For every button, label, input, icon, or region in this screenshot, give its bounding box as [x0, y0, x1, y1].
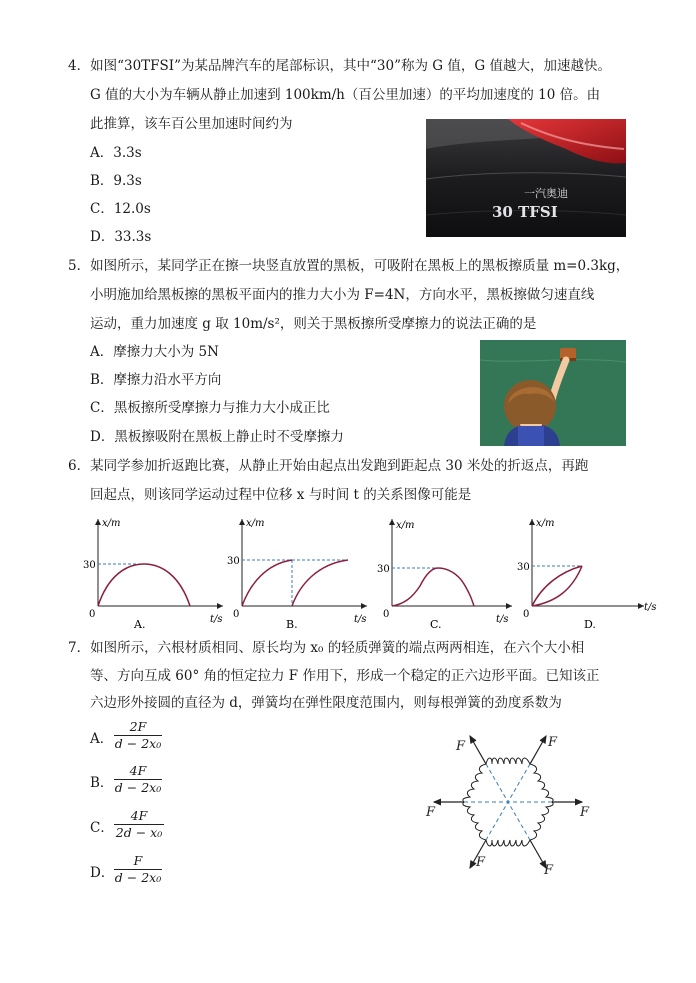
force-label-right: F	[580, 805, 590, 820]
force-label-bottom-left: F	[476, 855, 486, 870]
q7-option-d-numerator: F	[114, 853, 162, 870]
graph-d-ytick: 30	[517, 562, 530, 573]
graph-c-xlabel: t/s	[496, 614, 509, 625]
graph-a-origin: 0	[89, 609, 96, 620]
q7-option-a-fraction	[114, 719, 162, 752]
graph-a-caption: A.	[134, 618, 146, 631]
graph-d-xlabel: t/s	[644, 602, 657, 613]
q7-line2: 等、方向互成 60° 角的恒定拉力 F 作用下，形成一个稳定的正六边形平面。已知该正	[90, 668, 600, 684]
graph-c	[372, 514, 522, 634]
q7-option-a-letter: A．	[90, 731, 114, 747]
q7-option-c-denominator: 2d − x₀	[115, 825, 163, 840]
q5-option-a: A．摩擦力大小为 5N	[90, 344, 219, 360]
graph-c-ylabel: x/m	[396, 520, 415, 531]
graph-b-ylabel: x/m	[246, 518, 265, 529]
q4-option-d: D．33.3s	[90, 229, 152, 245]
q7-option-b-fraction	[114, 763, 162, 796]
q4-option-b: B．9.3s	[90, 173, 142, 189]
graph-b-origin: 0	[233, 609, 240, 620]
graph-b-xlabel: t/s	[354, 614, 367, 625]
q5-option-c: C．黑板擦所受摩擦力与推力大小成正比	[90, 400, 330, 416]
q4-option-c: C．12.0s	[90, 201, 151, 217]
q5-line2: 小明施加给黑板擦的黑板平面内的推力大小为 F=4N，方向水平，黑板擦做匀速直线	[90, 287, 595, 303]
q7-option-c-fraction	[114, 808, 164, 841]
graph-b-curve-2	[292, 560, 348, 606]
graph-a-ylabel: x/m	[102, 518, 121, 529]
q7-option-d-denominator: d − 2x₀	[114, 870, 162, 885]
force-label-bottom-right: F	[544, 863, 554, 878]
graph-d-ylabel: x/m	[536, 518, 555, 529]
graph-b-curve-1	[242, 560, 292, 606]
q7-option-d-letter: D．	[90, 865, 115, 881]
graph-a	[78, 514, 228, 634]
blackboard-photo	[480, 340, 626, 446]
q7-option-a-numerator: 2F	[114, 719, 162, 736]
q4-line3: 此推算，该车百公里加速时间约为	[90, 116, 293, 132]
graph-a-ytick: 30	[83, 560, 96, 571]
q7-option-a-denominator: d − 2x₀	[114, 736, 162, 751]
q5-line3: 运动，重力加速度 g 取 10m/s²，则关于黑板擦所受摩擦力的说法正确的是	[90, 316, 537, 332]
q5-option-d: D．黑板擦吸附在黑板上静止时不受摩擦力	[90, 429, 344, 445]
graph-d-curve-2	[532, 566, 582, 606]
spring-hexagon-diagram	[420, 726, 596, 878]
q4-line2: G 值的大小为车辆从静止加速到 100km/h（百公里加速）的平均加速度的 10 倍。由	[90, 87, 601, 103]
graph-b	[222, 514, 372, 634]
graph-c-origin: 0	[383, 609, 390, 620]
q7-line3: 六边形外接圆的直径为 d，弹簧均在弹性限度范围内，则每根弹簧的劲度系数为	[90, 695, 562, 711]
graph-c-ytick: 30	[377, 564, 390, 575]
q6-line1: 6．某同学参加折返跑比赛，从静止开始由起点出发跑到距起点 30 米处的折返点，再跑	[68, 458, 589, 474]
hexagon-diagonals	[464, 764, 552, 840]
car-model-text: 一汽奥迪	[524, 187, 568, 200]
graph-a-curve	[98, 564, 190, 606]
q7-option-c-letter: C．	[90, 820, 114, 836]
graph-c-caption: C.	[430, 618, 442, 631]
graph-b-caption: B.	[286, 618, 298, 631]
q7-option-c-numerator: 4F	[114, 808, 164, 825]
q5-line1: 5．如图所示，某同学正在擦一块竖直放置的黑板，可吸附在黑板上的黑板擦质量 m=0.3kg，	[68, 258, 630, 274]
q7-option-b-denominator: d − 2x₀	[114, 780, 162, 795]
force-label-top-right: F	[548, 735, 558, 750]
q7-line1: 7．如图所示，六根材质相同、原长均为 x₀ 的轻质弹簧的端点两两相连，在六个大小相	[68, 640, 585, 656]
graph-b-ytick: 30	[227, 556, 240, 567]
car-badge-photo	[426, 119, 626, 237]
q7-option-b-numerator: 4F	[114, 763, 162, 780]
car-badge-illustration	[426, 119, 626, 237]
graph-c-curve	[392, 568, 474, 606]
q7-option-b-letter: B．	[90, 775, 114, 791]
force-label-top-left: F	[456, 739, 466, 754]
force-label-left: F	[426, 805, 436, 820]
graph-d-curve-1	[532, 566, 582, 606]
graph-d	[512, 514, 662, 634]
graph-d-origin: 0	[523, 609, 530, 620]
student-erasing-illustration	[480, 340, 626, 446]
q4-line1: 4．如图“30TFSI”为某品牌汽车的尾部标识，其中“30”称为 G 值，G 值越大，加速越快。	[68, 58, 611, 74]
graph-a-xlabel: t/s	[210, 614, 223, 625]
q4-option-a: A．3.3s	[90, 145, 142, 161]
q5-option-b: B．摩擦力沿水平方向	[90, 372, 222, 388]
car-badge-text: 30 TFSI	[492, 203, 558, 221]
graph-d-caption: D.	[584, 618, 596, 631]
q7-option-d-fraction	[114, 853, 162, 886]
q6-line2: 回起点，则该同学运动过程中位移 x 与时间 t 的关系图像可能是	[90, 487, 472, 503]
